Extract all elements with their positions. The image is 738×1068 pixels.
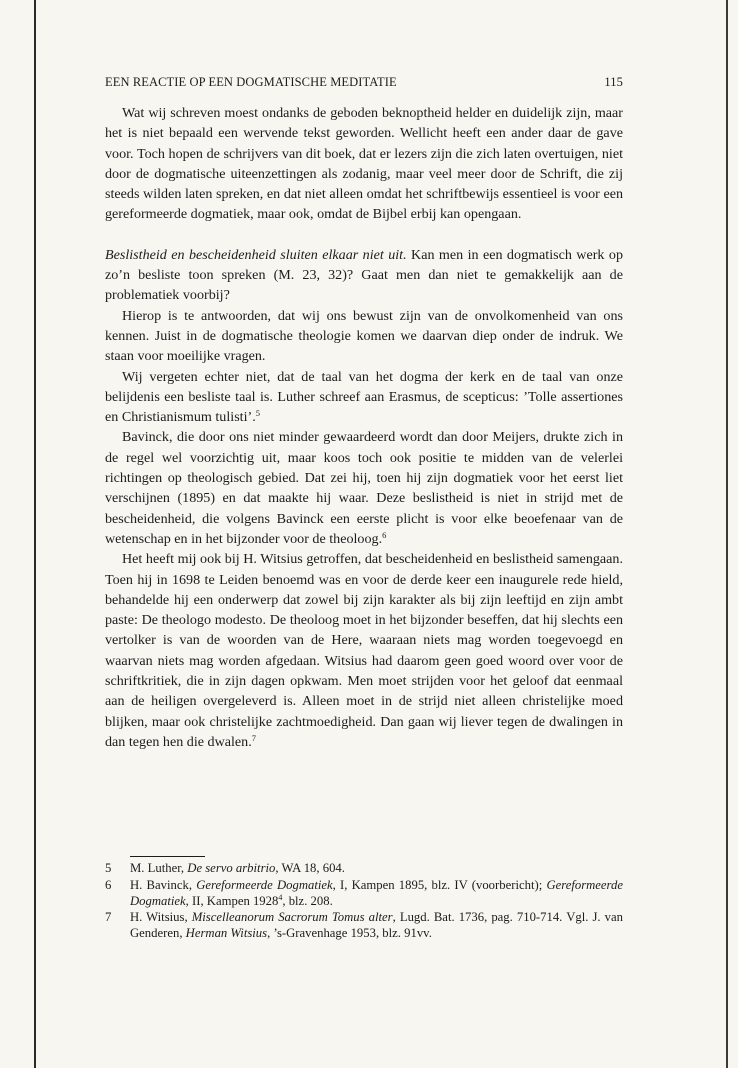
footnote-7 xyxy=(105,910,623,942)
paragraph-2 xyxy=(105,245,623,306)
footnote-7-source-1: , Lugd. Bat. 1736, pag. 710-714. Vgl. J. van Genderen, xyxy=(130,910,623,941)
footnote-6-edition: 4 xyxy=(278,892,283,902)
footnote-5-author: M. Luther, xyxy=(130,861,188,875)
footnote-number: 7 xyxy=(105,910,112,925)
section-heading-italic: Beslistheid en bescheidenheid sluiten elkaar niet uit. xyxy=(105,246,407,263)
page-edge-right xyxy=(726,0,728,1068)
footnote-6-pages: , blz. 208. xyxy=(282,893,333,908)
running-head-title: EEN REACTIE OP EEN DOGMATISCHE MEDITATIE xyxy=(105,75,397,89)
footnotes xyxy=(105,856,623,943)
page-content xyxy=(105,74,623,752)
footnote-6-title-1: Gereformeerde Dogmatiek xyxy=(196,877,333,892)
footnote-number: 5 xyxy=(105,861,112,875)
page-edge-left xyxy=(34,0,36,1068)
paragraph-2-text: Kan men in een dogmatisch werk op zo’n besliste toon spreken (M. 23, 32)? Gaat men dan niet te gemakkelijk aan de problematiek voorbij? xyxy=(105,246,623,304)
footnote-5 xyxy=(105,861,623,877)
footnote-ref-7[interactable]: 7 xyxy=(251,732,257,743)
footnote-ref-6[interactable]: 6 xyxy=(382,529,387,540)
paragraph-5-text: Bavinck, die door ons niet minder gewaardeerd wordt dan door Meijers, drukte zich in de regel wel voorzichtig uit, maar koos toch ook positie te midden van de velerlei richtingen op theologisch gebied. Dat zei hij, toen hij zijn dogmatiek voor het eerst liet verschijnen (1895) en dat maakte hij waar. Deze beslistheid is niet in strijd met de bescheidenheid, die volgens Bavinck een eerste plicht is voor elke beoefenaar van de wetenschap en in het bijzonder voor de theoloog. xyxy=(105,429,623,547)
footnote-7-author: H. Witsius, xyxy=(130,910,192,925)
footnote-text xyxy=(130,861,623,877)
footnote-text xyxy=(130,910,623,942)
paragraph-6 xyxy=(105,549,623,752)
footnote-number: 6 xyxy=(105,877,112,892)
footnote-6-title-2: Gereformeerde Dogmatiek xyxy=(130,877,624,908)
paragraph-4 xyxy=(105,367,623,428)
paragraph-3-text: Hierop is te antwoorden, dat wij ons bewust zijn van de onvolkomenheid van ons kennen. Juist in de dogmatische theologie komen we daarvan diep onder de indruk. We staan voor moeilijke vragen. xyxy=(105,307,623,365)
footnote-5-title: De servo arbitrio xyxy=(187,861,276,875)
footnote-7-source-2: , ’s-Gravenhage 1953, blz. 91vv. xyxy=(267,926,432,941)
body-text xyxy=(105,103,623,752)
footnote-6-source-2: , II, Kampen 1928 xyxy=(185,893,279,908)
footnote-7-title-1: Miscelleanorum Sacrorum Tomus alter xyxy=(191,910,393,925)
paragraph-1-text: Wat wij schreven moest ondanks de geboden beknoptheid helder en duidelijk zijn, maar het is niet bepaald een wervende tekst geworden. Wellicht heeft een ander daar de gave voor. Toch hopen de schrijvers van dit boek, dat er lezers zijn die zich laten overtuigen, niet door de dogmatische uiteenzettingen als zodanig, maar veel meer door de Schrift, die zij steeds wilden laten spreken, en dat niet alleen omdat het schriftbewijs essentieel is voor een gereformeerde dogmatiek, maar ook, omdat de Bijbel erbij kan opengaan. xyxy=(105,105,623,223)
paragraph-4-text: Wij vergeten echter niet, dat de taal van het dogma der kerk en de taal van onze belijdenis een besliste taal is. Luther schreef aan Erasmus, de scepticus: ’Tolle assertiones en Christianismum tulisti’. xyxy=(105,368,623,426)
footnote-7-title-2: Herman Witsius xyxy=(185,926,268,941)
footnote-6-source-1: , I, Kampen 1895, blz. IV (voorbericht); xyxy=(332,877,547,892)
footnote-text xyxy=(130,878,623,910)
footnote-6 xyxy=(105,878,623,910)
footnote-5-source: , WA 18, 604. xyxy=(275,861,345,875)
paragraph-1 xyxy=(105,103,623,225)
footnote-rule xyxy=(130,856,205,857)
running-head xyxy=(105,74,623,90)
paragraph-6-text: Het heeft mij ook bij H. Witsius getroffen, dat bescheidenheid en beslistheid samengaan. Toen hij in 1698 te Leiden benoemd was en voor de derde keer een inaugurele rede hield, behandelde hij een onderwerp dat zowel bij zijn karakter als bij zijn leeftijd en zijn ambt paste: De theologo modesto. De theoloog moet in het bijzonder beseffen, dat hij slechts een vertolker is van de woorden van de Here, waaraan niets mag worden toegevoegd en waarvan niets mag worden afgedaan. Witsius had daarom geen goed woord over voor de schriftkritiek, die in zijn dagen opkwam. Men moet strijden voor het geloof dat eenmaal aan de heiligen overgeleverd is. Alleen moet in de strijd niet alleen christelijke moed blijken, maar ook christelijke zachtmoedigheid. Dan gaan wij liever tegen de dwalingen in dan tegen hen die dwalen. xyxy=(105,551,623,750)
paragraph-5 xyxy=(105,427,623,549)
page-number: 115 xyxy=(604,75,623,89)
paragraph-3 xyxy=(105,306,623,367)
footnote-ref-5[interactable]: 5 xyxy=(255,408,260,419)
footnote-6-author: H. Bavinck, xyxy=(130,877,197,892)
